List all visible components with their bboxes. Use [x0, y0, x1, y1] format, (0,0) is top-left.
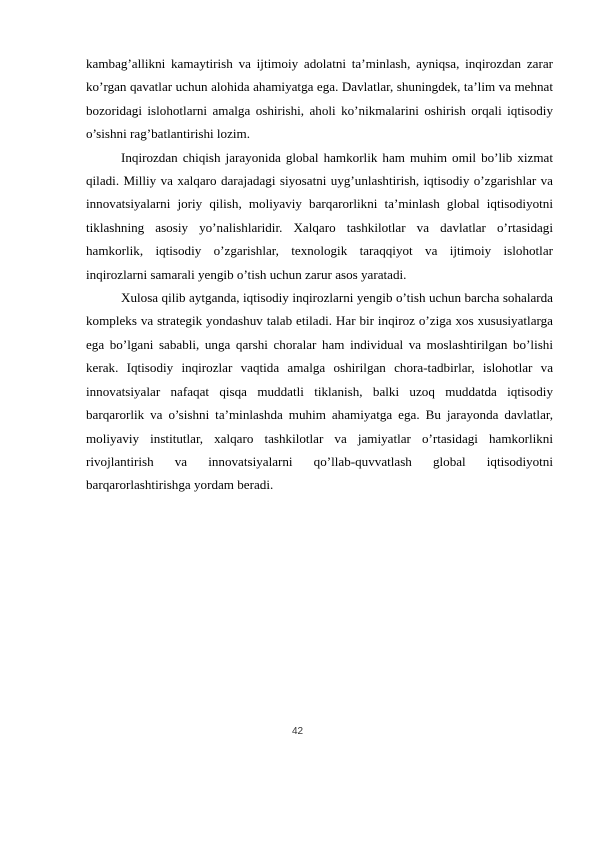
body-text — [86, 52, 553, 497]
paragraph-conclusion: Xulosa qilib aytganda, iqtisodiy inqirozlarni yengib o’tish uchun barcha sohalarda kompleks va strategik yondashuv talab etiladi. Har bir inqiroz o’ziga xos xususiyatlarga ega bo’lgani sababli, unga qarshi choralar ham individual va moslashtirilgan bo’lishi kerak. Iqtisodiy inqirozlar vaqtida amalga oshirilgan chora-tadbirlar, islohotlar va innovatsiyalar nafaqat qisqa muddatli tiklanish, balki uzoq muddatda iqtisodiy barqarorlik va o’sishni ta’minlashda muhim ahamiyatga ega. Bu jarayonda davlatlar, moliyaviy institutlar, xalqaro tashkilotlar va jamiyatlar o’rtasidagi hamkorlikni rivojlantirish va innovatsiyalarni qo’llab-quvvatlash global iqtisodiyotni barqarorlashtirishga yordam beradi. — [86, 290, 553, 493]
paragraph-continuation: kambag’allikni kamaytirish va ijtimoiy adolatni ta’minlash, ayniqsa, inqirozdan zarar ko’rgan qavatlar uchun alohida ahamiyatga ega. Davlatlar, shuningdek, ta’lim va mehnat bozoridagi islohotlarni amalga oshirishi, aholi ko’nikmalarini oshirish orqali iqtisodiy o’sishni rag’batlantirishi lozim. — [86, 56, 553, 142]
paragraph-global-cooperation: Inqirozdan chiqish jarayonida global hamkorlik ham muhim omil bo’lib xizmat qiladi. Milliy va xalqaro darajadagi siyosatni uyg’unlashtirish, iqtisodiy o’zgarishlar va innovatsiyalarni joriy qilish, moliyaviy barqarorlikni ta’minlash global iqtisodiyotni tiklashning asosiy yo’nalishlaridir. Xalqaro tashkilotlar va davlatlar o’rtasidagi hamkorlik, iqtisodiy o’zgarishlar, texnologik taraqqiyot va ijtimoiy islohotlar inqirozlarni samarali yengib o’tish uchun zarur asos yaratadi. — [86, 149, 553, 282]
page-number: 42 — [291, 726, 304, 737]
